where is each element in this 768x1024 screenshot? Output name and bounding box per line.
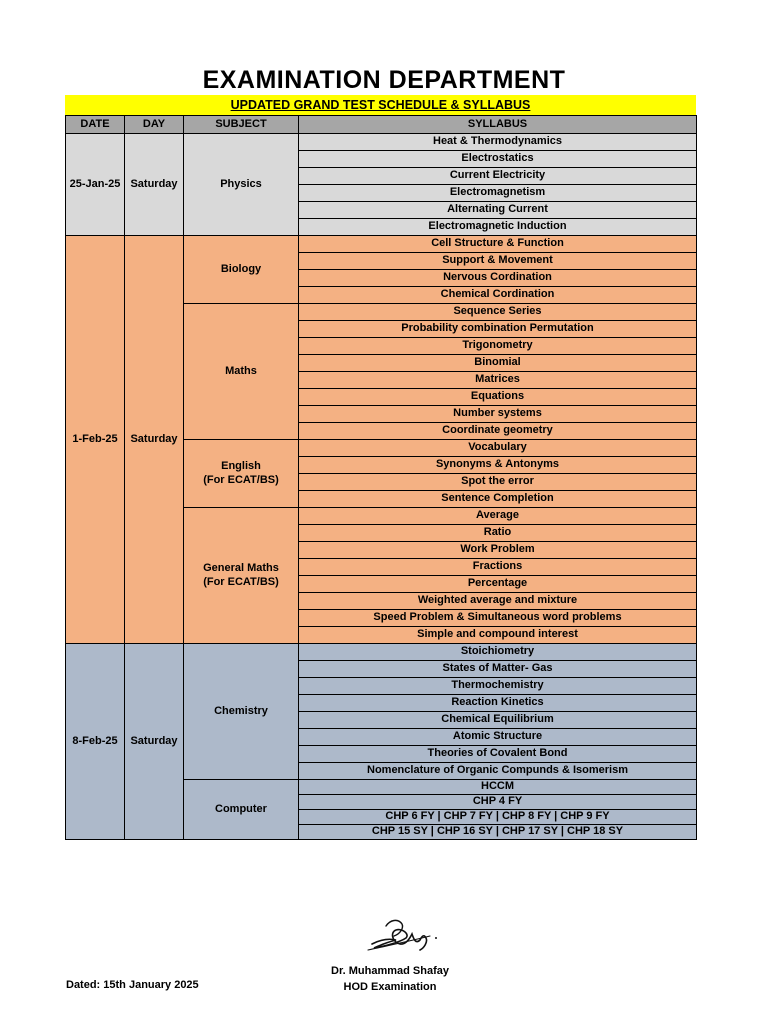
syllabus-topic: CHP 6 FY | CHP 7 FY | CHP 8 FY | CHP 9 FY	[299, 810, 697, 825]
syllabus-topic: Vocabulary	[299, 440, 697, 457]
date-cell: 25-Jan-25	[66, 134, 125, 236]
column-header-syllabus: SYLLABUS	[299, 116, 697, 134]
syllabus-topic: Speed Problem & Simultaneous word problems	[299, 610, 697, 627]
syllabus-topic: Heat & Thermodynamics	[299, 134, 697, 151]
syllabus-topic: Alternating Current	[299, 202, 697, 219]
syllabus-topic: Current Electricity	[299, 168, 697, 185]
syllabus-topic: Support & Movement	[299, 253, 697, 270]
syllabus-topic: Binomial	[299, 355, 697, 372]
syllabus-topic: Number systems	[299, 406, 697, 423]
syllabus-topic: Electromagnetic Induction	[299, 219, 697, 236]
table-row	[66, 134, 697, 151]
syllabus-topic: Ratio	[299, 525, 697, 542]
signatory-block	[330, 963, 450, 995]
syllabus-topic: Average	[299, 508, 697, 525]
subject-cell-general-maths	[184, 508, 299, 644]
subject-name: English	[221, 460, 261, 473]
syllabus-topic: Simple and compound interest	[299, 627, 697, 644]
syllabus-topic: Synonyms & Antonyms	[299, 457, 697, 474]
syllabus-topic: Atomic Structure	[299, 729, 697, 746]
syllabus-topic: Theories of Covalent Bond	[299, 746, 697, 763]
syllabus-topic: Trigonometry	[299, 338, 697, 355]
syllabus-topic: Percentage	[299, 576, 697, 593]
syllabus-topic: Matrices	[299, 372, 697, 389]
syllabus-topic: Sequence Series	[299, 304, 697, 321]
day-cell: Saturday	[125, 644, 184, 840]
signatory-name: Dr. Muhammad Shafay	[331, 965, 449, 977]
syllabus-topic: Spot the error	[299, 474, 697, 491]
subject-cell-english	[184, 440, 299, 508]
syllabus-topic: Electromagnetism	[299, 185, 697, 202]
subject-cell-computer: Computer	[184, 780, 299, 840]
subject-note: (For ECAT/BS)	[203, 575, 279, 588]
syllabus-topic: Coordinate geometry	[299, 423, 697, 440]
date-cell: 1-Feb-25	[66, 236, 125, 644]
date-cell: 8-Feb-25	[66, 644, 125, 840]
dated-label: Dated: 15th January 2025	[66, 979, 199, 991]
subject-cell-chemistry: Chemistry	[184, 644, 299, 780]
day-cell: Saturday	[125, 134, 184, 236]
syllabus-topic: Nomenclature of Organic Compunds & Isomerism	[299, 763, 697, 780]
syllabus-topic: Equations	[299, 389, 697, 406]
page-title: EXAMINATION DEPARTMENT	[202, 66, 566, 94]
signatory-title: HOD Examination	[343, 981, 437, 993]
syllabus-topic: Stoichiometry	[299, 644, 697, 661]
table-row	[66, 644, 697, 661]
schedule-subtitle: UPDATED GRAND TEST SCHEDULE & SYLLABUS	[65, 95, 696, 115]
schedule-table	[65, 115, 697, 840]
table-header-row	[66, 116, 697, 134]
syllabus-topic: States of Matter- Gas	[299, 661, 697, 678]
column-header-date: DATE	[66, 116, 125, 134]
syllabus-topic: HCCM	[299, 780, 697, 795]
syllabus-topic: Nervous Cordination	[299, 270, 697, 287]
signature-image	[366, 912, 442, 954]
syllabus-topic: Chemical Equilibrium	[299, 712, 697, 729]
syllabus-topic: Electrostatics	[299, 151, 697, 168]
syllabus-topic: Probability combination Permutation	[299, 321, 697, 338]
subject-name: General Maths	[203, 562, 279, 575]
syllabus-topic: Weighted average and mixture	[299, 593, 697, 610]
syllabus-topic: Thermochemistry	[299, 678, 697, 695]
column-header-subject: SUBJECT	[184, 116, 299, 134]
subject-cell-biology: Biology	[184, 236, 299, 304]
table-row	[66, 236, 697, 253]
subject-cell-maths: Maths	[184, 304, 299, 440]
syllabus-topic: Sentence Completion	[299, 491, 697, 508]
column-header-day: DAY	[125, 116, 184, 134]
syllabus-topic: Fractions	[299, 559, 697, 576]
subject-note: (For ECAT/BS)	[203, 473, 279, 486]
syllabus-topic: Chemical Cordination	[299, 287, 697, 304]
day-cell: Saturday	[125, 236, 184, 644]
syllabus-topic: CHP 15 SY | CHP 16 SY | CHP 17 SY | CHP 18 SY	[299, 825, 697, 840]
syllabus-topic: Cell Structure & Function	[299, 236, 697, 253]
syllabus-topic: CHP 4 FY	[299, 795, 697, 810]
syllabus-topic: Reaction Kinetics	[299, 695, 697, 712]
syllabus-topic: Work Problem	[299, 542, 697, 559]
subject-cell-physics: Physics	[184, 134, 299, 236]
